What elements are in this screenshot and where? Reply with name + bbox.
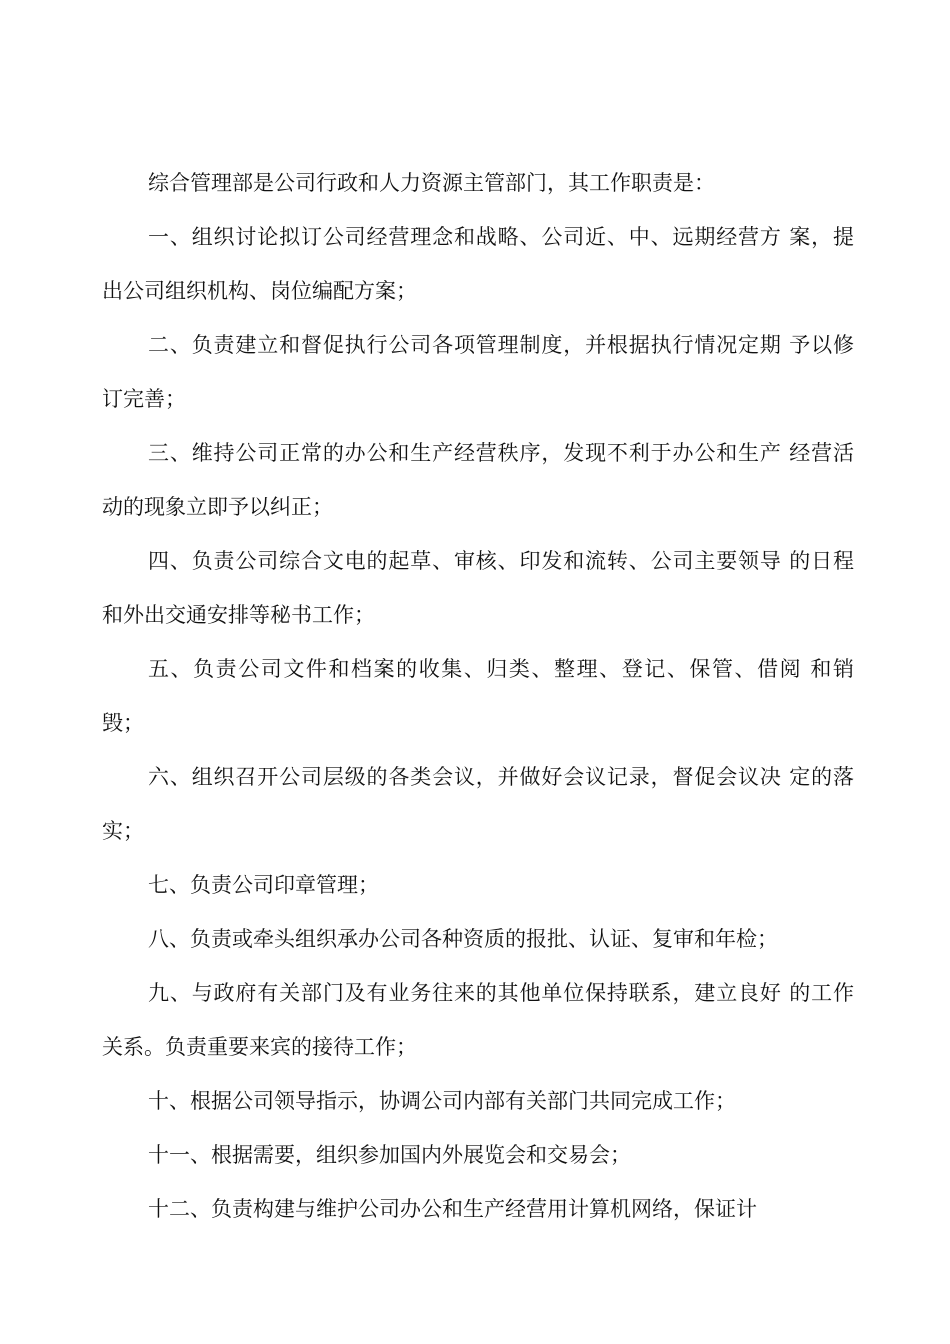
duty-item-12: [102, 1196, 854, 1222]
duty-item-3-line-2: 动的现象立即予以纠正；: [102, 495, 333, 519]
duty-item-9-line-1: 九、与政府有关部门及有业务往来的其他单位保持联系，建立良好 的工作: [148, 981, 854, 1005]
duty-item-3: [102, 440, 854, 520]
duty-item-7: [102, 872, 854, 898]
duty-item-5: [102, 656, 854, 736]
duty-item-8-line-1: 八、负责或牵头组织承办公司各种资质的报批、认证、复审和年检；: [148, 927, 778, 951]
duty-item-1-line-2: 出公司组织机构、岗位编配方案；: [102, 279, 417, 303]
duty-item-10-line-1: 十、根据公司领导指示，协调公司内部有关部门共同完成工作；: [148, 1089, 736, 1113]
duty-item-6: [102, 764, 854, 844]
intro-paragraph: [102, 170, 854, 196]
duty-item-7-line-1: 七、负责公司印章管理；: [148, 873, 379, 897]
duty-item-5-line-2: 毁；: [102, 711, 144, 735]
duty-item-10: [102, 1088, 854, 1114]
duty-item-11-line-1: 十一、根据需要，组织参加国内外展览会和交易会；: [148, 1143, 631, 1167]
duty-item-9-line-2: 关系。负责重要来宾的接待工作；: [102, 1035, 417, 1059]
duty-item-9: [102, 980, 854, 1060]
duty-item-11: [102, 1142, 854, 1168]
document-page: [102, 170, 854, 1222]
duty-item-4-line-2: 和外出交通安排等秘书工作；: [102, 603, 375, 627]
duty-item-2-line-2: 订完善；: [102, 387, 186, 411]
duty-item-6-line-1: 六、组织召开公司层级的各类会议，并做好会议记录，督促会议决 定的落: [148, 765, 854, 789]
duty-item-2: [102, 332, 854, 412]
intro-text: 综合管理部是公司行政和人力资源主管部门，其工作职责是：: [148, 171, 715, 195]
duty-item-6-line-2: 实；: [102, 819, 144, 843]
duty-item-1-line-1: 一、组织讨论拟订公司经营理念和战略、公司近、中、远期经营方 案，提: [148, 225, 854, 249]
duty-item-3-line-1: 三、维持公司正常的办公和生产经营秩序，发现不利于办公和生产 经营活: [148, 441, 854, 465]
duty-item-2-line-1: 二、负责建立和督促执行公司各项管理制度，并根据执行情况定期 予以修: [148, 333, 854, 357]
duty-item-5-line-1: 五、负责公司文件和档案的收集、归类、整理、登记、保管、借阅 和销: [148, 657, 854, 681]
duty-item-8: [102, 926, 854, 952]
duty-item-4-line-1: 四、负责公司综合文电的起草、审核、印发和流转、公司主要领导 的日程: [148, 549, 854, 573]
duty-item-4: [102, 548, 854, 628]
duty-item-12-line-1: 十二、负责构建与维护公司办公和生产经营用计算机网络，保证计: [148, 1197, 757, 1221]
duty-item-1: [102, 224, 854, 304]
